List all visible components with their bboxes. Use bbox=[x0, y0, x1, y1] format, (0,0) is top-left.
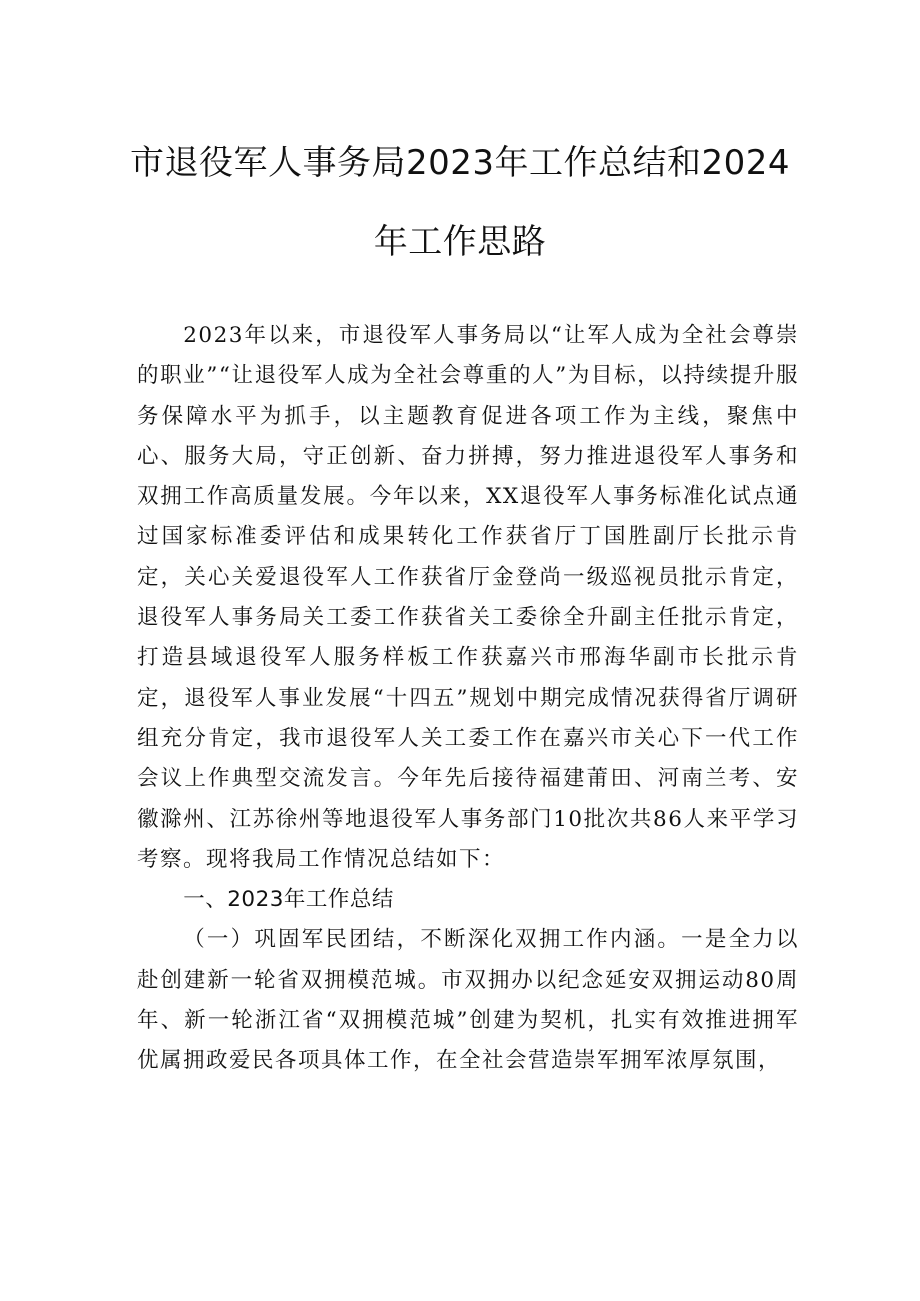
document-title-line-2: 年工作思路 bbox=[373, 222, 547, 262]
document-body bbox=[137, 316, 799, 1082]
intro-paragraph: 2023年以来，市退役军人事务局以“让军人成为全社会尊崇的职业”“让退役军人成为全社会尊重的人”为目标，以持续提升服务保障水平为抓手，以主题教育促进各项工作为主线，聚焦中心、服务大局，守正创新、奋力拼搏，努力推进退役军人事务和双拥工作高质量发展。今年以来，XX退役军人事务标准化试点通过国家标准委评估和成果转化工作获省厅丁国胜副厅长批示肯定，关心关爱退役军人工作获省厅金登尚一级巡视员批示肯定，退役军人事务局关工委工作获省关工委徐全升副主任批示肯定，打造县域退役军人服务样板工作获嘉兴市邢海华副市长批示肯定，退役军人事业发展“十四五”规划中期完成情况获得省厅调研组充分肯定，我市退役军人关工委工作在嘉兴市关心下一代工作会议上作典型交流发言。今年先后接待福建莆田、河南兰考、安徽滁州、江苏徐州等地退役军人事务部门10批次共86人来平学习考察。现将我局工作情况总结如下： bbox=[137, 323, 799, 872]
document-title-line-1: 市退役军人事务局2023年工作总结和2024 bbox=[130, 143, 791, 183]
section-heading: 一、2023年工作总结 bbox=[183, 887, 394, 913]
section-paragraph: （一）巩固军民团结，不断深化双拥工作内涵。一是全力以赴创建新一轮省双拥模范城。市双拥办以纪念延安双拥运动80周年、新一轮浙江省“双拥模范城”创建为契机，扎实有效推进拥军优属拥政爱民各项具体工作，在全社会营造崇军拥军浓厚氛围， bbox=[137, 927, 799, 1074]
